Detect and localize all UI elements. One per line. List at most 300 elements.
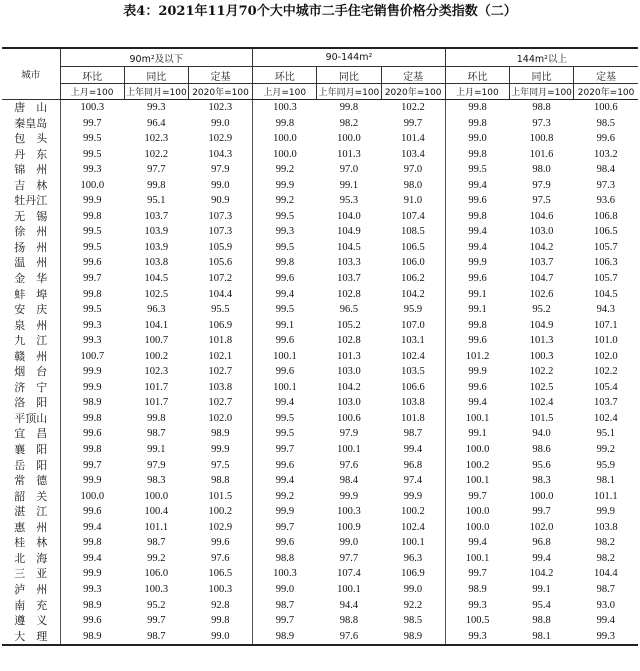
index-value: 100.7: [60, 349, 124, 365]
index-value: 93.0: [596, 599, 615, 611]
index-value: 97.5: [532, 195, 551, 207]
index-value: 98.9: [60, 598, 124, 614]
table-row: [2, 162, 638, 178]
table-row: [2, 395, 638, 411]
city-name: 宜 昌: [14, 427, 48, 441]
index-value: 103.0: [337, 397, 361, 409]
metric-header: 环比: [60, 67, 124, 84]
index-value: 100.0: [253, 131, 317, 147]
index-value: 100.3: [208, 583, 233, 595]
table-row: [2, 598, 638, 614]
index-value: 98.5: [596, 117, 615, 129]
index-value: 99.5: [253, 240, 317, 256]
index-value: 104.7: [529, 273, 554, 285]
base-header: 2020年=100: [188, 84, 252, 100]
index-value: 106.3: [594, 257, 618, 269]
index-value: 99.3: [60, 582, 124, 598]
table-row: [2, 302, 638, 318]
index-value: 99.6: [253, 271, 317, 287]
index-value: 99.8: [445, 209, 509, 225]
index-value: 98.3: [147, 475, 166, 487]
index-value: 96.5: [339, 304, 359, 316]
index-value: 103.3: [337, 257, 361, 269]
city-column-header: 城市: [2, 48, 60, 100]
city-name: 北 海: [14, 551, 48, 565]
index-value: 102.0: [529, 521, 554, 533]
index-value: 100.5: [445, 613, 509, 629]
index-value: 100.0: [60, 178, 124, 194]
index-value: 103.8: [401, 397, 425, 409]
index-value: 99.5: [253, 411, 317, 427]
index-value: 100.3: [529, 350, 554, 362]
index-value: 100.1: [253, 349, 317, 365]
index-value: 99.9: [60, 566, 124, 582]
index-value: 99.5: [60, 131, 124, 147]
index-value: 104.1: [144, 319, 169, 331]
group-header-large: 144m²以上: [445, 48, 638, 67]
index-value: 104.4: [208, 288, 233, 300]
table-row: [2, 100, 638, 116]
index-value: 98.2: [339, 117, 359, 129]
index-value: 97.6: [211, 552, 230, 564]
city-name: 蚌 埠: [14, 287, 48, 301]
index-value: 106.5: [208, 568, 233, 580]
index-value: 106.8: [594, 210, 618, 222]
index-value: 99.5: [60, 147, 124, 163]
table-body: [2, 100, 638, 646]
index-value: 99.5: [253, 302, 317, 318]
index-value: 103.7: [337, 273, 361, 285]
index-value: 99.9: [253, 504, 317, 520]
index-value: 100.1: [445, 411, 509, 427]
index-value: 103.2: [594, 148, 618, 160]
base-header: 2020年=100: [574, 84, 638, 100]
table-row: [2, 489, 638, 505]
index-value: 99.8: [339, 102, 359, 113]
index-value: 99.5: [60, 302, 124, 318]
city-name: 烟 台: [14, 365, 48, 379]
index-value: 98.8: [253, 551, 317, 567]
city-name: 济 宁: [14, 380, 48, 394]
index-value: 99.9: [60, 473, 124, 489]
index-value: 99.7: [403, 117, 423, 129]
index-value: 98.9: [445, 582, 509, 598]
index-value: 102.6: [529, 288, 554, 300]
index-value: 99.7: [253, 442, 317, 458]
index-value: 99.1: [445, 287, 509, 303]
index-value: 103.4: [401, 148, 425, 160]
index-value: 99.4: [445, 535, 509, 551]
index-value: 99.3: [60, 162, 124, 178]
city-name: 秦皇岛: [14, 116, 48, 130]
city-name: 锦 州: [14, 163, 48, 177]
index-value: 99.5: [445, 162, 509, 178]
table-row: [2, 473, 638, 489]
index-value: 99.5: [60, 240, 124, 256]
city-name: 平顶山: [14, 411, 48, 425]
index-value: 107.0: [401, 319, 425, 331]
table-row: [2, 255, 638, 271]
index-value: 105.7: [594, 273, 618, 285]
index-value: 99.0: [339, 537, 359, 549]
city-name: 丹 东: [14, 147, 48, 161]
index-value: 99.9: [60, 193, 124, 209]
index-value: 98.7: [147, 537, 166, 549]
index-value: 104.2: [401, 288, 425, 300]
table-row: [2, 116, 638, 132]
index-value: 99.4: [60, 520, 124, 536]
index-value: 100.0: [445, 504, 509, 520]
index-value: 99.0: [211, 179, 230, 191]
table-row: [2, 349, 638, 365]
metric-header: 环比: [253, 67, 317, 84]
table-row: [2, 582, 638, 598]
index-value: 99.7: [445, 566, 509, 582]
index-value: 99.6: [445, 271, 509, 287]
index-value: 98.8: [211, 475, 230, 487]
index-value: 102.2: [529, 366, 554, 378]
index-value: 106.5: [594, 226, 618, 238]
index-value: 99.8: [445, 100, 509, 116]
index-value: 100.0: [529, 490, 554, 502]
table-row: [2, 629, 638, 646]
city-name: 南 充: [14, 598, 48, 612]
city-name: 赣 州: [14, 349, 48, 363]
index-value: 99.3: [445, 629, 509, 646]
index-value: 99.4: [596, 615, 615, 627]
table-row: [2, 318, 638, 334]
index-value: 100.1: [445, 551, 509, 567]
index-value: 99.8: [60, 535, 124, 551]
index-value: 99.6: [445, 193, 509, 209]
index-value: 100.0: [253, 147, 317, 163]
index-value: 99.6: [211, 537, 230, 549]
index-value: 104.9: [337, 226, 361, 238]
index-value: 99.1: [147, 444, 166, 456]
index-value: 99.9: [211, 444, 230, 456]
index-value: 99.7: [253, 613, 317, 629]
index-value: 100.3: [337, 506, 361, 518]
table-row: [2, 504, 638, 520]
index-value: 99.6: [60, 255, 124, 271]
index-value: 105.6: [208, 257, 233, 269]
index-value: 95.6: [532, 459, 551, 471]
index-value: 100.2: [208, 506, 233, 518]
index-value: 95.5: [211, 304, 230, 316]
base-header: 上月=100: [445, 84, 509, 100]
metric-header-row: [2, 67, 638, 84]
index-value: 100.1: [337, 583, 361, 595]
index-value: 103.7: [144, 210, 169, 222]
base-header-row: [2, 84, 638, 100]
index-value: 99.8: [60, 209, 124, 225]
index-value: 101.7: [144, 381, 169, 393]
index-value: 102.5: [144, 288, 169, 300]
index-value: 101.5: [208, 490, 233, 502]
index-value: 99.9: [339, 490, 359, 502]
index-value: 97.5: [211, 459, 230, 471]
index-value: 104.0: [337, 210, 361, 222]
index-value: 99.3: [60, 333, 124, 349]
index-value: 102.9: [208, 521, 233, 533]
index-value: 99.9: [60, 364, 124, 380]
city-name: 泉 州: [14, 318, 48, 332]
index-value: 95.2: [532, 304, 551, 316]
index-value: 102.7: [208, 397, 233, 409]
index-value: 96.8: [403, 459, 423, 471]
index-value: 98.9: [403, 630, 423, 642]
index-value: 99.9: [445, 255, 509, 271]
table-row: [2, 364, 638, 380]
index-value: 99.5: [60, 224, 124, 240]
index-value: 102.4: [529, 397, 554, 409]
index-value: 100.2: [144, 350, 169, 362]
index-value: 100.0: [337, 133, 361, 145]
index-value: 100.3: [253, 566, 317, 582]
index-value: 103.8: [594, 521, 618, 533]
index-value: 94.3: [596, 304, 615, 316]
index-value: 98.2: [596, 552, 615, 564]
base-header: 上年同月=100: [317, 84, 381, 100]
index-value: 98.4: [596, 164, 615, 176]
metric-header: 同比: [124, 67, 188, 84]
index-value: 99.9: [60, 380, 124, 396]
index-value: 92.2: [403, 599, 423, 611]
index-value: 104.2: [529, 568, 554, 580]
index-value: 99.2: [253, 489, 317, 505]
index-value: 102.2: [144, 148, 169, 160]
index-value: 99.1: [445, 426, 509, 442]
table-row: [2, 380, 638, 396]
index-value: 99.6: [445, 380, 509, 396]
index-value: 92.8: [211, 599, 230, 611]
index-value: 99.0: [211, 630, 230, 642]
index-value: 98.0: [532, 164, 551, 176]
index-value: 98.9: [211, 428, 230, 440]
index-value: 100.2: [401, 506, 425, 518]
index-value: 104.4: [594, 568, 618, 580]
index-value: 99.1: [339, 179, 359, 191]
index-value: 99.0: [445, 131, 509, 147]
city-name: 大 理: [14, 629, 48, 643]
index-value: 102.2: [594, 366, 618, 378]
price-index-table: [2, 47, 638, 646]
index-value: 97.3: [596, 179, 615, 191]
index-value: 98.8: [532, 102, 551, 113]
index-value: 103.9: [144, 226, 169, 238]
index-value: 99.6: [60, 613, 124, 629]
index-value: 98.4: [339, 475, 359, 487]
index-value: 99.6: [253, 364, 317, 380]
index-value: 98.8: [339, 615, 359, 627]
index-value: 100.0: [60, 489, 124, 505]
city-name: 牡丹江: [14, 194, 48, 208]
index-value: 107.1: [594, 319, 618, 331]
city-name: 温 州: [14, 256, 48, 270]
index-value: 97.4: [403, 475, 423, 487]
index-value: 106.5: [401, 241, 425, 253]
index-value: 100.6: [337, 412, 361, 424]
index-value: 106.6: [401, 381, 425, 393]
table-row: [2, 131, 638, 147]
table-row: [2, 333, 638, 349]
index-value: 98.5: [403, 615, 423, 627]
index-value: 103.0: [529, 226, 554, 238]
index-value: 107.4: [337, 568, 361, 580]
index-value: 107.3: [208, 226, 233, 238]
index-value: 101.8: [208, 335, 233, 347]
index-value: 103.5: [401, 366, 425, 378]
metric-header: 定基: [188, 67, 252, 84]
index-value: 99.9: [445, 364, 509, 380]
index-value: 91.0: [403, 195, 423, 207]
index-value: 104.5: [144, 273, 169, 285]
city-name: 韶 关: [14, 489, 48, 503]
city-name: 湛 江: [14, 505, 48, 519]
index-value: 95.9: [596, 459, 615, 471]
group-header-medium: 90-144m²: [253, 48, 446, 67]
index-value: 103.8: [144, 257, 169, 269]
index-value: 98.7: [403, 428, 423, 440]
index-value: 100.1: [337, 444, 361, 456]
index-value: 104.5: [337, 241, 361, 253]
index-value: 99.4: [253, 287, 317, 303]
index-value: 102.4: [401, 350, 425, 362]
index-value: 99.6: [253, 333, 317, 349]
index-value: 99.1: [253, 318, 317, 334]
table-row: [2, 613, 638, 629]
index-value: 99.9: [596, 506, 615, 518]
index-value: 99.1: [532, 583, 551, 595]
index-value: 102.4: [401, 521, 425, 533]
index-value: 98.1: [596, 475, 615, 487]
index-value: 104.3: [208, 148, 233, 160]
index-value: 97.6: [339, 459, 359, 471]
index-value: 101.1: [144, 521, 169, 533]
index-value: 99.4: [253, 395, 317, 411]
index-value: 103.9: [144, 241, 169, 253]
index-value: 102.1: [208, 350, 233, 362]
index-value: 99.2: [147, 552, 166, 564]
index-value: 99.2: [253, 162, 317, 178]
index-value: 101.6: [529, 148, 554, 160]
index-value: 95.2: [147, 599, 166, 611]
base-header: 上年同月=100: [124, 84, 188, 100]
index-value: 103.0: [337, 366, 361, 378]
index-value: 101.3: [337, 350, 361, 362]
index-value: 102.3: [144, 366, 169, 378]
index-value: 106.2: [401, 273, 425, 285]
index-value: 99.3: [60, 318, 124, 334]
index-value: 101.5: [529, 412, 554, 424]
index-value: 97.0: [403, 164, 423, 176]
index-value: 96.3: [403, 552, 423, 564]
index-value: 100.6: [594, 102, 618, 113]
city-name: 吉 林: [14, 178, 48, 192]
index-value: 99.9: [253, 178, 317, 194]
index-value: 100.3: [253, 100, 317, 116]
table-row: [2, 209, 638, 225]
index-value: 108.5: [401, 226, 425, 238]
table-row: [2, 411, 638, 427]
index-value: 99.3: [596, 630, 615, 642]
index-value: 99.6: [253, 458, 317, 474]
index-value: 106.0: [401, 257, 425, 269]
index-value: 100.1: [253, 380, 317, 396]
index-value: 98.3: [532, 475, 551, 487]
index-value: 101.3: [529, 335, 554, 347]
index-value: 99.8: [60, 287, 124, 303]
index-value: 99.8: [60, 442, 124, 458]
metric-header: 环比: [445, 67, 509, 84]
index-value: 95.1: [596, 428, 615, 440]
index-value: 100.2: [445, 458, 509, 474]
index-value: 100.1: [401, 537, 425, 549]
index-value: 101.7: [144, 397, 169, 409]
index-value: 106.9: [208, 319, 233, 331]
index-value: 102.3: [144, 133, 169, 145]
index-value: 96.8: [532, 537, 551, 549]
index-value: 95.4: [532, 599, 551, 611]
table-row: [2, 442, 638, 458]
index-value: 98.9: [60, 395, 124, 411]
index-value: 98.8: [532, 615, 551, 627]
table-row: [2, 224, 638, 240]
index-value: 98.9: [60, 629, 124, 646]
index-value: 93.6: [596, 195, 615, 207]
index-value: 101.4: [401, 133, 425, 145]
index-value: 99.6: [60, 426, 124, 442]
index-value: 99.1: [445, 302, 509, 318]
index-value: 97.0: [339, 164, 359, 176]
index-value: 96.3: [147, 304, 166, 316]
index-value: 99.7: [445, 489, 509, 505]
index-value: 102.2: [401, 102, 425, 113]
metric-header: 定基: [574, 67, 638, 84]
index-value: 101.0: [594, 335, 618, 347]
index-value: 99.4: [60, 551, 124, 567]
table-row: [2, 193, 638, 209]
index-value: 102.8: [337, 335, 361, 347]
index-value: 99.6: [253, 535, 317, 551]
table-row: [2, 271, 638, 287]
index-value: 97.7: [147, 164, 166, 176]
index-value: 102.0: [594, 350, 618, 362]
index-value: 99.4: [445, 224, 509, 240]
index-value: 98.7: [147, 428, 166, 440]
index-value: 99.8: [445, 147, 509, 163]
index-value: 99.7: [60, 116, 124, 132]
city-name: 洛 阳: [14, 396, 48, 410]
index-value: 97.9: [339, 428, 359, 440]
index-value: 99.7: [147, 615, 166, 627]
index-value: 99.0: [403, 583, 423, 595]
index-value: 99.8: [60, 411, 124, 427]
index-value: 95.1: [147, 195, 166, 207]
city-name: 金 华: [14, 272, 48, 286]
index-value: 99.4: [532, 552, 551, 564]
index-value: 101.8: [401, 412, 425, 424]
index-value: 103.1: [401, 335, 425, 347]
index-value: 99.3: [147, 102, 166, 113]
table-row: [2, 535, 638, 551]
index-value: 105.4: [594, 381, 618, 393]
index-value: 102.5: [529, 381, 554, 393]
table-row: [2, 458, 638, 474]
index-value: 104.2: [529, 241, 554, 253]
index-value: 98.7: [253, 598, 317, 614]
city-name: 桂 林: [14, 536, 48, 550]
